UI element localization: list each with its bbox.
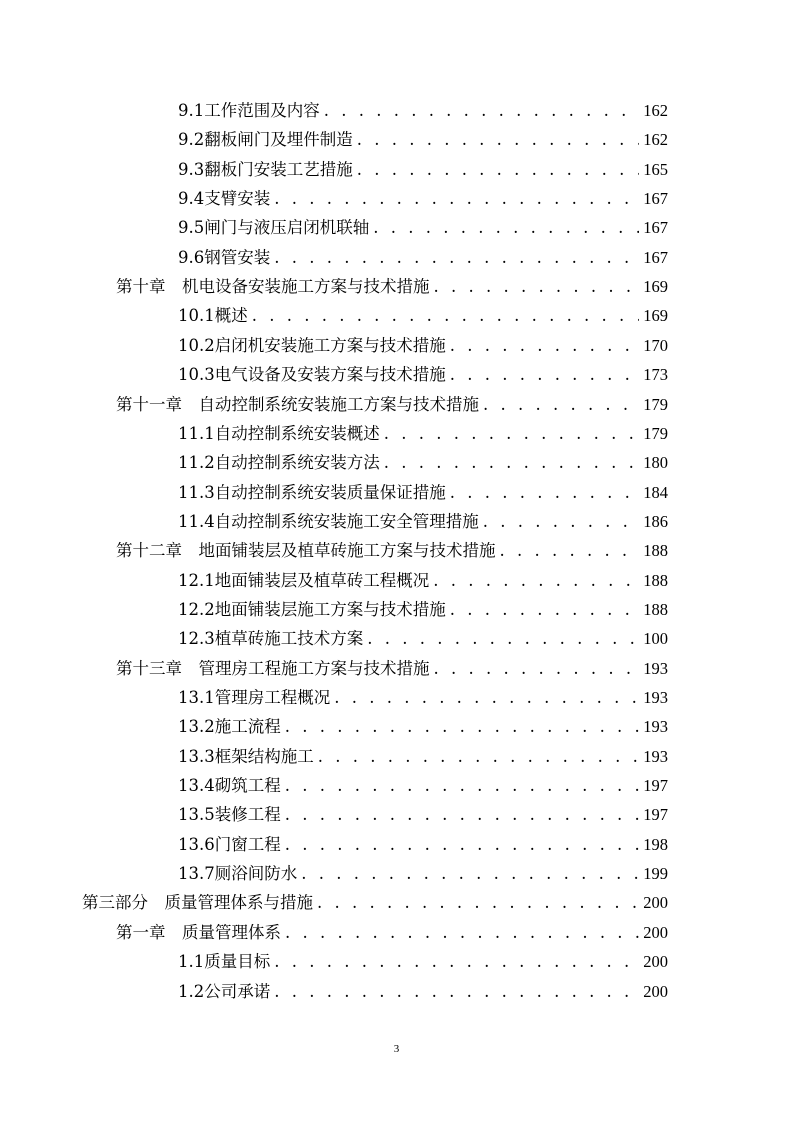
toc-entry[interactable] [178, 478, 668, 507]
toc-entry-number: 10.3 [178, 365, 215, 385]
toc-entry-page: 167 [643, 247, 668, 267]
toc-entry-number: 9.4 [178, 189, 205, 209]
toc-entry-title: 自动控制系统安装概述 [214, 423, 380, 443]
dot-leader [324, 96, 640, 125]
toc-entry-page: 197 [643, 805, 668, 825]
toc-entry-title: 公司承诺 [204, 981, 271, 1001]
toc-entry-page: 188 [643, 570, 668, 590]
dot-leader [252, 301, 640, 330]
dot-leader [274, 977, 639, 1006]
toc-entry-page: 165 [643, 159, 668, 179]
toc-entry-title: 框架结构施工 [214, 746, 314, 766]
dot-leader [500, 536, 640, 565]
toc-entry[interactable] [178, 360, 668, 389]
toc-entry-page: 188 [643, 599, 668, 619]
toc-entry-number: 9.1 [178, 101, 205, 120]
toc-entry-title: 质量管理体系 [182, 922, 281, 942]
toc-entry-title: 翻板闸门及埋件制造 [204, 130, 353, 150]
dot-leader [483, 390, 639, 419]
toc-entry-page: 169 [643, 306, 668, 326]
toc-entry-page: 193 [643, 688, 668, 707]
dot-leader [450, 595, 640, 624]
toc-entry[interactable] [178, 800, 668, 829]
toc-entry-page: 199 [643, 864, 668, 884]
toc-entry-title: 自动控制系统安装质量保证措施 [214, 482, 446, 502]
toc-entry[interactable] [178, 683, 668, 712]
toc-entry[interactable] [178, 419, 668, 448]
dot-leader [301, 859, 639, 888]
toc-entry-title: 管理房工程施工方案与技术措施 [198, 658, 430, 678]
toc-entry[interactable] [178, 771, 668, 800]
dot-leader [367, 624, 639, 653]
toc-entry-title: 厕浴间防水 [214, 864, 298, 884]
toc-entry-page: 200 [643, 922, 668, 942]
toc-entry-number: 第一章 [116, 922, 182, 942]
toc-entry[interactable] [116, 390, 668, 419]
dot-leader [450, 478, 640, 507]
page-number: 3 [393, 1043, 400, 1055]
toc-entry[interactable] [178, 977, 668, 1006]
toc-entry-number: 9.6 [178, 247, 205, 267]
dot-leader [483, 507, 640, 536]
toc-entry-title: 地面铺装层及植草砖施工方案与技术措施 [198, 541, 496, 561]
toc-entry-number: 11.4 [178, 511, 215, 531]
toc-entry-page: 100 [643, 629, 668, 649]
toc-entry[interactable] [178, 301, 668, 330]
toc-entry-title: 植草砖施工技术方案 [214, 629, 364, 649]
toc-entry-number: 9.3 [178, 159, 205, 179]
toc-entry-title: 钢管安装 [204, 247, 271, 267]
toc-entry[interactable] [178, 859, 668, 888]
dot-leader [318, 742, 640, 771]
toc-entry-page: 200 [643, 893, 668, 913]
toc-entry[interactable] [178, 213, 668, 242]
toc-entry-number: 13.2 [178, 717, 215, 737]
toc-entry-number: 第十章 [116, 277, 182, 297]
toc-entry-page: 200 [643, 981, 668, 1001]
dot-leader [450, 331, 640, 360]
toc-entry[interactable] [116, 918, 668, 947]
toc-entry[interactable] [178, 947, 668, 976]
toc-entry-page: 179 [643, 423, 668, 443]
toc-entry-page: 173 [643, 365, 668, 385]
toc-entry[interactable] [178, 96, 668, 125]
toc-entry-page: 198 [643, 834, 668, 854]
toc-entry-page: 162 [643, 130, 668, 150]
toc-entry-title: 门窗工程 [214, 834, 281, 854]
dot-leader [357, 155, 640, 184]
toc-entry-number: 第十三章 [116, 658, 199, 678]
toc-entry-title: 概述 [214, 306, 248, 326]
toc-entry-title: 工作范围及内容 [204, 101, 320, 120]
toc-entry-number: 13.3 [178, 746, 215, 766]
dot-leader [433, 566, 639, 595]
dot-leader [274, 184, 639, 213]
dot-leader [384, 419, 640, 448]
toc-entry-title: 管理房工程概况 [214, 688, 331, 707]
toc-entry-title: 机电设备安装施工方案与技术措施 [182, 277, 430, 297]
toc-entry-title: 电气设备及安装方案与技术措施 [214, 365, 446, 385]
toc-entry[interactable] [116, 536, 668, 565]
toc-entry-number: 13.7 [178, 864, 215, 884]
toc-entry[interactable] [178, 331, 668, 360]
dot-leader [450, 360, 640, 389]
toc-entry-number: 12.3 [178, 629, 215, 649]
dot-leader [334, 683, 639, 712]
toc-entry-number: 9.2 [178, 130, 205, 150]
toc-entry-number: 10.1 [178, 306, 215, 326]
toc-entry-number: 11.1 [178, 423, 215, 443]
dot-leader [274, 947, 639, 976]
toc-entry-number: 1.1 [178, 952, 205, 972]
toc-entry[interactable] [178, 448, 668, 477]
toc-entry-title: 质量管理体系与措施 [164, 893, 313, 913]
toc-entry-page: 179 [643, 394, 668, 414]
toc-entry-title: 施工流程 [214, 717, 281, 737]
toc-entry-number: 第三部分 [82, 893, 165, 913]
toc-entry-number: 13.6 [178, 834, 215, 854]
dot-leader [285, 830, 640, 859]
toc-entry[interactable] [178, 712, 668, 741]
toc-entry-title: 自动控制系统安装施工安全管理措施 [214, 511, 479, 531]
dot-leader [384, 448, 640, 477]
toc-entry[interactable] [178, 155, 668, 184]
toc-entry-number: 第十一章 [116, 394, 199, 414]
toc-entry[interactable] [116, 272, 668, 301]
toc-entry[interactable] [178, 742, 668, 771]
toc-entry-title: 自动控制系统安装施工方案与技术措施 [198, 394, 479, 414]
dot-leader [357, 125, 640, 154]
toc-entry[interactable] [82, 888, 668, 917]
toc-entry[interactable] [178, 595, 668, 624]
toc-entry[interactable] [178, 184, 668, 213]
dot-leader [373, 213, 639, 242]
toc-entry-title: 启闭机安装施工方案与技术措施 [214, 335, 446, 355]
toc-entry-number: 12.2 [178, 599, 215, 619]
toc-entry-page: 188 [643, 541, 668, 561]
toc-entry-title: 闸门与液压启闭机联轴 [204, 218, 370, 238]
toc-entry-page: 193 [643, 746, 668, 766]
toc-entry[interactable] [178, 243, 668, 272]
dot-leader [285, 918, 639, 947]
toc-entry-number: 13.1 [178, 688, 215, 707]
toc-entry[interactable] [178, 566, 668, 595]
toc-entry-number: 11.3 [178, 482, 215, 502]
toc-entry-title: 砌筑工程 [214, 776, 281, 796]
toc-entry-number: 9.5 [178, 218, 205, 238]
dot-leader [434, 272, 640, 301]
toc-entry-number: 13.5 [178, 805, 215, 825]
toc-entry[interactable] [178, 830, 668, 859]
toc-entry[interactable] [178, 507, 668, 536]
toc-entry-title: 质量目标 [204, 952, 271, 972]
toc-entry-page: 193 [643, 658, 668, 678]
toc-entry-number: 12.1 [178, 570, 215, 590]
toc-entry-title: 支臂安装 [204, 189, 271, 209]
toc-entry-page: 170 [643, 335, 668, 355]
toc-entry-number: 10.2 [178, 335, 215, 355]
toc-entry[interactable] [178, 624, 668, 653]
toc-entry[interactable] [116, 654, 668, 683]
dot-leader [434, 654, 640, 683]
toc-entry-title: 装修工程 [214, 805, 281, 825]
toc-entry-page: 180 [643, 453, 668, 473]
toc-entry-page: 167 [643, 189, 668, 209]
toc-entry-title: 地面铺装层及植草砖工程概况 [214, 570, 430, 590]
toc-entry-title: 地面铺装层施工方案与技术措施 [214, 599, 446, 619]
toc-entry-page: 167 [643, 218, 668, 238]
toc-entry-number: 1.2 [178, 981, 205, 1001]
toc-entry-number: 13.4 [178, 776, 215, 796]
toc-entry-number: 第十二章 [116, 541, 199, 561]
toc-entry-page: 200 [643, 952, 668, 972]
toc-entry-page: 197 [643, 776, 668, 796]
dot-leader [285, 771, 640, 800]
dot-leader [274, 243, 639, 272]
toc-entry-title: 翻板门安装工艺措施 [204, 159, 353, 179]
toc-entry[interactable] [178, 125, 668, 154]
dot-leader [285, 712, 640, 741]
dot-leader [285, 800, 640, 829]
toc-entry-page: 184 [643, 482, 668, 502]
dot-leader [317, 888, 639, 917]
toc-entry-title: 自动控制系统安装方法 [214, 453, 380, 473]
toc-entry-page: 162 [643, 101, 668, 120]
toc-entry-page: 193 [643, 717, 668, 737]
toc-entry-page: 186 [643, 511, 668, 531]
toc-entry-page: 169 [643, 277, 668, 297]
toc-entry-number: 11.2 [178, 453, 215, 473]
